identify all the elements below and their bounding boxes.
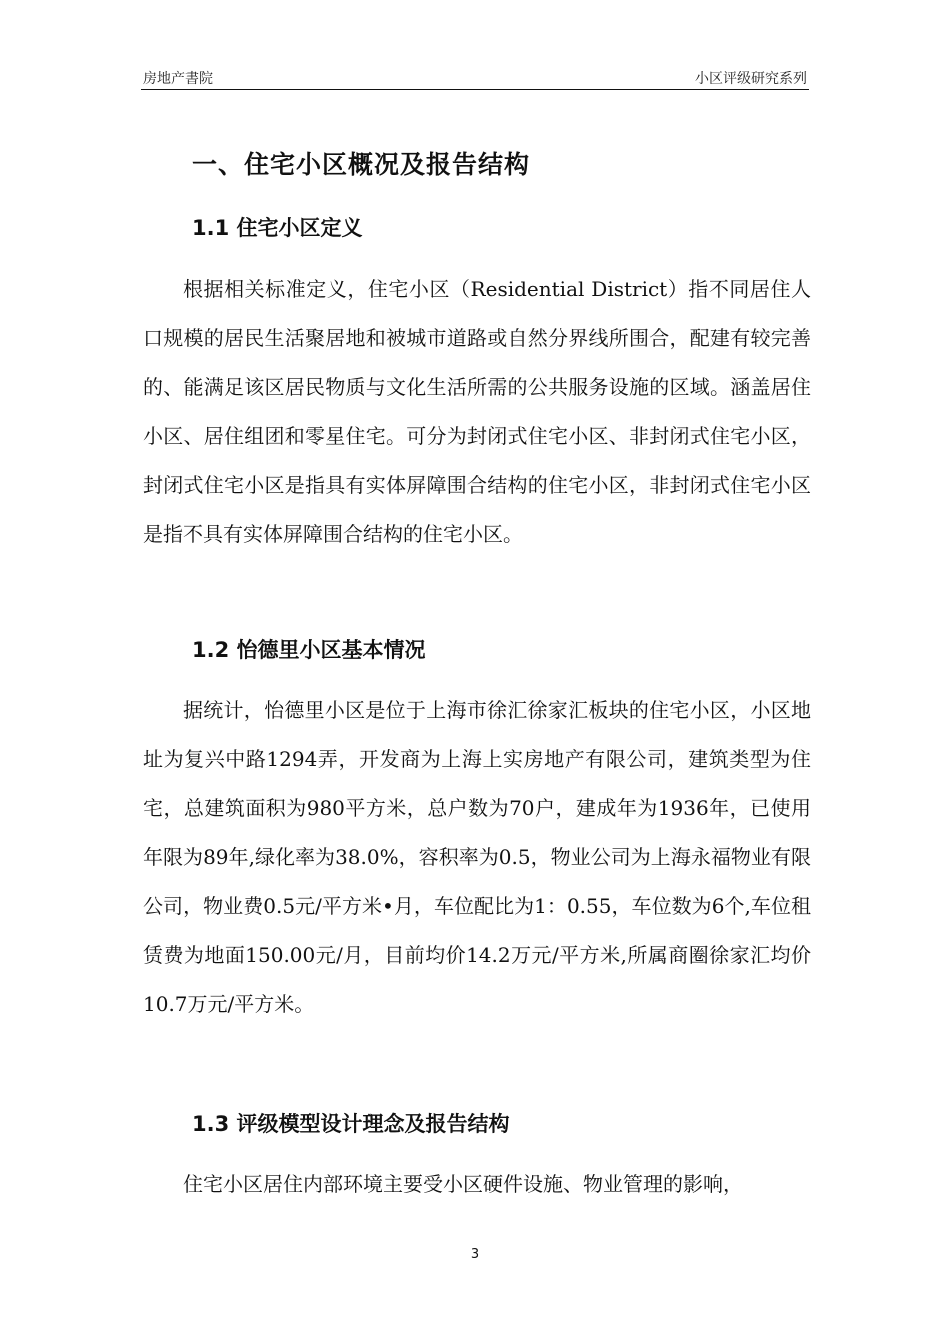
header-series-title: 小区评级研究系列: [695, 71, 807, 87]
section-heading-1-3: 1.3 评级模型设计理念及报告结构: [192, 1112, 510, 1136]
page-number: 3: [470, 1247, 480, 1262]
section-heading-1-1: 1.1 住宅小区定义: [192, 216, 363, 240]
header-publisher: 房地产書院: [143, 71, 213, 87]
section-paragraph-1-3: 住宅小区居住内部环境主要受小区硬件设施、物业管理的影响，: [183, 1172, 743, 1196]
chapter-title: 一、住宅小区概况及报告结构: [192, 150, 531, 179]
section-paragraph-1-1: 根据相关标准定义，住宅小区（Residential District）指不同居住人口规模的居民生活聚居地和被城市道路或自然分界线所围合，配建有较完善的、能满足该区居民物质与文化生活所需的公共服务设施的区域。涵盖居住小区、居住组团和零星住宅。可分为封闭式住宅小区、非封闭式住宅小区，封闭式住宅小区是指具有实体屏障围合结构的住宅小区，非封闭式住宅小区是指不具有实体屏障围合结构的住宅小区。: [143, 277, 811, 546]
section-paragraph-1-2: 据统计，怡德里小区是位于上海市徐汇徐家汇板块的住宅小区，小区地址为复兴中路1294弄，开发商为上海上实房地产有限公司，建筑类型为住宅，总建筑面积为980平方米，总户数为70户，建成年为1936年，已使用年限为89年,绿化率为38.0%，容积率为0.5，物业公司为上海永福物业有限公司，物业费0.5元/平方米•月，车位配比为1：0.55，车位数为6个,车位租赁费为地面150.00元/月，目前均价14.2万元/平方米,所属商圈徐家汇均价10.7万元/平方米。: [143, 698, 811, 1016]
section-heading-1-2: 1.2 怡德里小区基本情况: [192, 638, 426, 662]
header-divider: [141, 89, 809, 90]
